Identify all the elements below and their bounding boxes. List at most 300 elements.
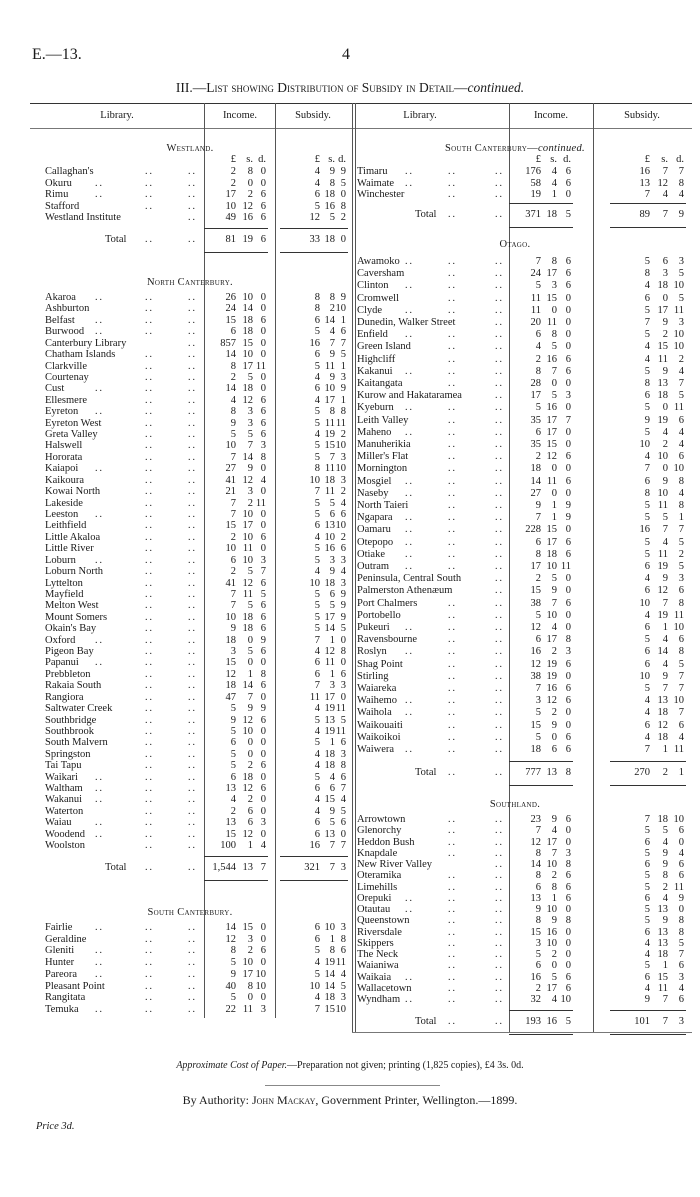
leader-dots: .. [95,945,104,957]
row-subsidy-shillings: 13 [657,926,668,938]
row-income-pence: 3 [260,440,266,452]
row-income-shillings: 19 [546,658,557,670]
row-subsidy-pounds: 6 [644,390,650,402]
row-income-shillings: 10 [546,937,557,949]
leader-dots: .. [495,463,504,475]
row-income-pence: 0 [260,805,266,817]
row-subsidy-pence: 9 [340,600,346,612]
row-subsidy-shillings: 15 [657,341,668,353]
row-income-pounds: 3 [230,646,236,658]
leader-dots: .. [495,524,504,536]
library-name: Clarkville [45,360,87,372]
library-name: Waiareka [357,683,397,694]
leader-dots: .. [145,668,154,680]
leader-dots: .. [448,904,457,915]
row-subsidy-shillings: 13 [657,904,668,915]
row-subsidy-pence: 3 [340,992,346,1004]
leader-dots: .. [188,566,197,578]
center-divider-inner [355,103,356,1032]
library-name: Oamaru [357,524,391,536]
row-income-shillings: 11 [546,317,557,328]
row-subsidy-pounds: 5 [644,548,650,560]
row-income-pounds: 16 [530,971,541,983]
row-income-pence: 8 [260,451,266,463]
leader-dots: .. [145,783,154,795]
row-subsidy-pounds: 7 [644,814,650,825]
row-subsidy-shillings: 4 [662,189,668,200]
leader-dots: .. [448,426,457,438]
row-income-shillings: 17 [242,968,253,980]
row-income-pounds: 40 [225,980,236,992]
row-subsidy-shillings: 12 [324,646,335,658]
row-subsidy-pounds: 4 [314,429,320,441]
total-subsidy-pounds: 101 [634,1016,650,1027]
row-subsidy-pence: 1 [678,512,684,524]
row-income-pence: 0 [260,933,266,945]
library-name: Waltham [45,783,83,795]
row-income-pounds: 4 [535,341,541,353]
leader-dots: .. [188,691,197,703]
row-income-pence: 0 [565,341,571,353]
leader-dots: .. [495,634,504,646]
leader-dots: .. [145,417,154,429]
row-income-shillings: 1 [551,500,557,511]
income-unit-shillings: s. [246,154,253,165]
row-subsidy-pence: 5 [678,292,684,304]
row-income-pence: 4 [260,474,266,486]
row-subsidy-pounds: 7 [644,463,650,475]
library-name: Hunter [45,957,75,969]
row-subsidy-shillings: 13 [657,378,668,389]
row-income-pence: 6 [565,256,571,267]
row-income-pounds: 2 [230,805,236,817]
row-subsidy-pounds: 5 [314,611,320,623]
row-subsidy-pence: 10 [673,463,684,475]
row-subsidy-pence: 3 [340,451,346,463]
leader-dots: .. [188,862,197,873]
footer-divider [265,1085,440,1086]
row-subsidy-shillings: 5 [329,212,335,223]
leader-dots: .. [448,971,457,983]
row-income-pence: 9 [565,512,571,524]
row-income-pence: 0 [565,402,571,414]
row-income-pence: 6 [565,683,571,694]
row-subsidy-shillings: 0 [662,402,668,414]
library-name: Waikaia [357,971,392,983]
total-income-shillings: 18 [546,209,557,220]
leader-dots: .. [145,497,154,509]
leader-dots: .. [405,744,414,755]
row-income-shillings: 10 [242,531,253,543]
row-income-pence: 0 [260,383,266,395]
row-income-shillings: 9 [551,585,557,597]
row-income-shillings: 15 [546,524,557,536]
leader-dots: .. [448,719,457,731]
row-income-pounds: 23 [530,814,541,825]
row-subsidy-pounds: 5 [644,256,650,267]
row-income-shillings: 5 [551,390,557,402]
row-subsidy-pounds: 4 [644,341,650,353]
row-income-shillings: 5 [247,646,253,658]
row-subsidy-pence: 3 [340,748,346,760]
library-name: Greta Valley [45,429,98,441]
total-label: Total [105,862,127,873]
right-subsidy-header: Subsidy. [624,110,660,121]
row-subsidy-shillings: 4 [662,836,668,848]
row-income-pounds: 9 [230,417,236,429]
library-name: Mayfield [45,588,84,600]
row-income-pounds: 21 [225,486,236,498]
row-subsidy-pence: 11 [335,957,346,969]
library-name: Rangitata [45,992,86,1004]
row-subsidy-pounds: 7 [314,634,320,646]
leader-dots: .. [495,926,504,938]
leader-dots: .. [145,957,154,969]
row-subsidy-pounds: 6 [314,520,320,532]
library-name: Woolston [45,840,85,852]
row-subsidy-pence: 6 [678,634,684,646]
row-income-shillings: 6 [247,817,253,829]
leader-dots: .. [448,402,457,414]
row-income-shillings: 11 [242,543,253,555]
leader-dots: .. [95,968,104,980]
row-income-pence: 9 [260,703,266,715]
row-subsidy-pounds: 4 [314,957,320,969]
row-subsidy-shillings: 19 [324,429,335,441]
row-income-shillings: 2 [247,760,253,772]
row-income-pence: 0 [565,439,571,450]
library-name: Fairlie [45,922,73,933]
row-subsidy-pounds: 6 [314,933,320,945]
row-income-pounds: 5 [230,725,236,737]
row-income-shillings: 18 [242,623,253,635]
row-income-pence: 3 [565,390,571,402]
row-income-shillings: 5 [551,971,557,983]
row-income-shillings: 15 [242,922,253,933]
row-income-shillings: 8 [247,166,253,177]
row-subsidy-pounds: 8 [644,268,650,280]
row-subsidy-pounds: 4 [644,609,650,621]
row-subsidy-pence: 0 [340,657,346,669]
row-income-shillings: 17 [546,536,557,548]
row-subsidy-shillings: 4 [662,536,668,548]
row-income-pounds: 10 [225,611,236,623]
leader-dots: .. [448,658,457,670]
title-continued: continued. [467,80,525,95]
row-subsidy-pence: 1 [340,314,346,326]
row-income-shillings: 14 [242,451,253,463]
row-income-pounds: 20 [530,317,541,328]
income-unit-pounds: £ [230,154,236,165]
leader-dots: .. [495,304,504,316]
row-income-pence: 6 [565,971,571,983]
row-subsidy-pence: 2 [678,353,684,365]
leader-dots: .. [495,414,504,426]
library-name: Waianiwa [357,960,399,972]
row-income-shillings: 12 [242,783,253,795]
row-income-shillings: 10 [242,508,253,520]
library-name: Ngapara [357,512,393,524]
row-subsidy-pounds: 5 [314,406,320,418]
row-income-pence: 0 [260,957,266,969]
row-subsidy-pounds: 6 [314,828,320,840]
row-income-shillings: 18 [242,383,253,395]
row-subsidy-pounds: 5 [314,588,320,600]
leader-dots: .. [448,744,457,755]
right-income-header: Income. [533,110,569,121]
row-subsidy-shillings: 10 [657,451,668,463]
row-income-pence: 6 [565,881,571,893]
row-subsidy-pounds: 4 [644,982,650,994]
section-heading [490,799,540,811]
leader-dots: .. [145,680,154,692]
library-name: Lakeside [45,497,83,509]
row-subsidy-shillings: 7 [329,337,335,349]
leader-dots: .. [495,904,504,915]
row-subsidy-pence: 2 [340,212,346,223]
leader-dots: .. [188,463,197,475]
row-subsidy-pounds: 16 [309,840,320,852]
row-subsidy-pounds: 5 [644,904,650,915]
row-subsidy-shillings: 9 [329,371,335,383]
leader-dots: .. [495,256,504,267]
row-income-pounds: 2 [230,531,236,543]
row-income-pounds: 15 [530,719,541,731]
row-subsidy-shillings: 11 [324,486,335,498]
row-subsidy-pence: 6 [678,960,684,972]
row-income-pence: 0 [565,292,571,304]
row-income-pounds: 7 [535,256,541,267]
leader-dots: .. [145,840,154,852]
row-income-pence: 6 [565,353,571,365]
row-income-pounds: 10 [225,440,236,452]
row-subsidy-shillings: 9 [662,475,668,487]
leader-dots: .. [145,600,154,612]
row-subsidy-shillings: 11 [324,463,335,475]
row-income-pence: 0 [260,349,266,361]
library-name: Glenorchy [357,825,402,837]
title-text: List showing Distribution of Subsidy in Detail— [206,80,468,95]
row-income-pounds: 7 [230,600,236,612]
row-income-pence: 9 [260,634,266,646]
leader-dots: .. [145,200,154,212]
row-income-pence: 0 [565,670,571,682]
leader-dots: .. [495,317,504,328]
row-subsidy-pounds: 5 [314,440,320,452]
total-label: Total [415,1016,437,1027]
row-subsidy-pounds: 6 [314,314,320,326]
library-name: Leith Valley [357,414,409,426]
leader-dots: .. [145,691,154,703]
leader-dots: .. [145,588,154,600]
row-income-pence: 8 [565,634,571,646]
total-rule [280,880,348,881]
row-subsidy-shillings: 6 [329,783,335,795]
leader-dots: .. [495,329,504,341]
row-income-pence: 6 [260,714,266,726]
leader-dots: .. [405,426,414,438]
row-subsidy-pounds: 4 [314,725,320,737]
library-name: Rakaia South [45,680,102,692]
row-income-pounds: 3 [535,937,541,949]
row-income-pence: 0 [260,543,266,555]
leader-dots: .. [188,771,197,783]
leader-dots: .. [448,881,457,893]
leader-dots: .. [145,520,154,532]
row-income-pence: 10 [560,994,571,1005]
row-income-pounds: 8 [230,406,236,418]
leader-dots: .. [448,814,457,825]
row-subsidy-shillings: 1 [662,622,668,633]
row-income-shillings: 4 [551,166,557,177]
row-subsidy-shillings: 9 [662,573,668,585]
library-name: Westland Institute [45,212,121,223]
table-title [0,80,700,96]
row-subsidy-shillings: 19 [657,609,668,621]
row-subsidy-shillings: 2 [662,439,668,450]
row-income-shillings: 18 [242,611,253,623]
total-rule [610,203,686,204]
leader-dots: .. [145,177,154,189]
total-income-pounds: 777 [525,767,541,778]
row-subsidy-shillings: 18 [657,390,668,402]
leader-dots: .. [448,500,457,511]
row-subsidy-shillings: 10 [324,531,335,543]
row-income-pounds: 5 [230,748,236,760]
row-subsidy-shillings: 8 [329,945,335,957]
leader-dots: .. [448,915,457,927]
leader-dots: .. [495,209,504,220]
row-subsidy-pounds: 5 [644,683,650,694]
total-subsidy-pence: 1 [678,767,684,778]
row-subsidy-pence: 4 [678,365,684,377]
row-income-pounds: 13 [225,817,236,829]
leader-dots: .. [145,166,154,177]
row-income-shillings: 10 [242,554,253,566]
row-subsidy-pence: 4 [678,487,684,499]
leader-dots: .. [448,982,457,994]
leader-dots: .. [495,177,504,189]
library-name: Temuka [45,1003,79,1015]
row-income-pounds: 4 [230,794,236,806]
row-income-pounds: 8 [535,847,541,859]
row-income-shillings: 1 [551,512,557,524]
row-subsidy-pence: 10 [335,1003,346,1015]
library-name: Highcliff [357,353,396,365]
row-income-pounds: 8 [535,915,541,927]
leader-dots: .. [145,945,154,957]
row-income-shillings: 10 [242,349,253,361]
row-income-pounds: 38 [530,670,541,682]
library-name: Rangiora [45,691,84,703]
library-name: Maheno [357,426,392,438]
library-name: Wakanui [45,794,83,806]
row-subsidy-pounds: 8 [314,292,320,303]
row-income-shillings: 17 [546,634,557,646]
row-subsidy-pounds: 6 [314,657,320,669]
leader-dots: .. [448,683,457,694]
row-subsidy-shillings: 9 [329,566,335,578]
row-income-pence: 0 [260,486,266,498]
row-subsidy-pence: 3 [340,371,346,383]
row-income-shillings: 2 [247,794,253,806]
leader-dots: .. [145,794,154,806]
leader-dots: .. [448,548,457,560]
row-income-pence: 0 [565,609,571,621]
leader-dots: .. [448,634,457,646]
row-subsidy-pence: 7 [340,840,346,852]
row-subsidy-shillings: 18 [657,280,668,292]
row-income-pence: 6 [565,475,571,487]
row-subsidy-pounds: 4 [314,371,320,383]
leader-dots: .. [145,968,154,980]
row-income-pence: 3 [260,1003,266,1015]
row-subsidy-shillings: 6 [662,256,668,267]
row-subsidy-shillings: 7 [662,597,668,609]
row-subsidy-pence: 10 [673,341,684,353]
row-subsidy-pounds: 8 [644,378,650,389]
row-subsidy-pounds: 5 [644,365,650,377]
row-income-pence: 0 [260,326,266,338]
library-name: Eyreton [45,406,79,418]
row-income-shillings: 3 [247,406,253,418]
row-subsidy-pounds: 4 [644,937,650,949]
row-subsidy-pence: 6 [678,451,684,463]
row-income-pounds: 27 [530,487,541,499]
leader-dots: .. [95,314,104,326]
leader-dots: .. [188,326,197,338]
row-subsidy-pounds: 5 [644,870,650,882]
row-subsidy-pounds: 6 [644,892,650,904]
leader-dots: .. [188,714,197,726]
library-name: Leeston [45,508,79,520]
subsidy-unit-pounds: £ [644,154,650,165]
row-subsidy-pounds: 6 [644,719,650,731]
row-subsidy-pence: 11 [673,881,684,893]
leader-dots: .. [495,475,504,487]
leader-dots: .. [188,703,197,715]
leader-dots: .. [188,177,197,189]
library-name: Leithfield [45,520,87,532]
leader-dots: .. [145,531,154,543]
leader-dots: .. [495,500,504,511]
row-income-shillings: 9 [551,915,557,927]
leader-dots: .. [145,817,154,829]
row-subsidy-pence: 8 [678,500,684,511]
leader-dots: .. [145,933,154,945]
library-name: Oxford [45,634,76,646]
row-income-pounds: 6 [535,634,541,646]
row-subsidy-shillings: 6 [329,588,335,600]
row-income-pounds: 8 [535,365,541,377]
row-subsidy-pounds: 5 [314,508,320,520]
row-subsidy-pence: 6 [340,817,346,829]
row-subsidy-pounds: 10 [309,577,320,589]
row-subsidy-pence: 5 [678,937,684,949]
leader-dots: .. [95,554,104,566]
leader-dots: .. [448,960,457,972]
row-subsidy-shillings: 17 [657,304,668,316]
leader-dots: .. [188,212,197,223]
leader-dots: .. [188,337,197,349]
leader-dots: .. [188,349,197,361]
row-income-pence: 10 [255,980,266,992]
leader-dots: .. [448,365,457,377]
row-income-shillings: 18 [546,548,557,560]
leader-dots: .. [405,536,414,548]
row-subsidy-shillings: 1 [329,668,335,680]
leader-dots: .. [145,349,154,361]
